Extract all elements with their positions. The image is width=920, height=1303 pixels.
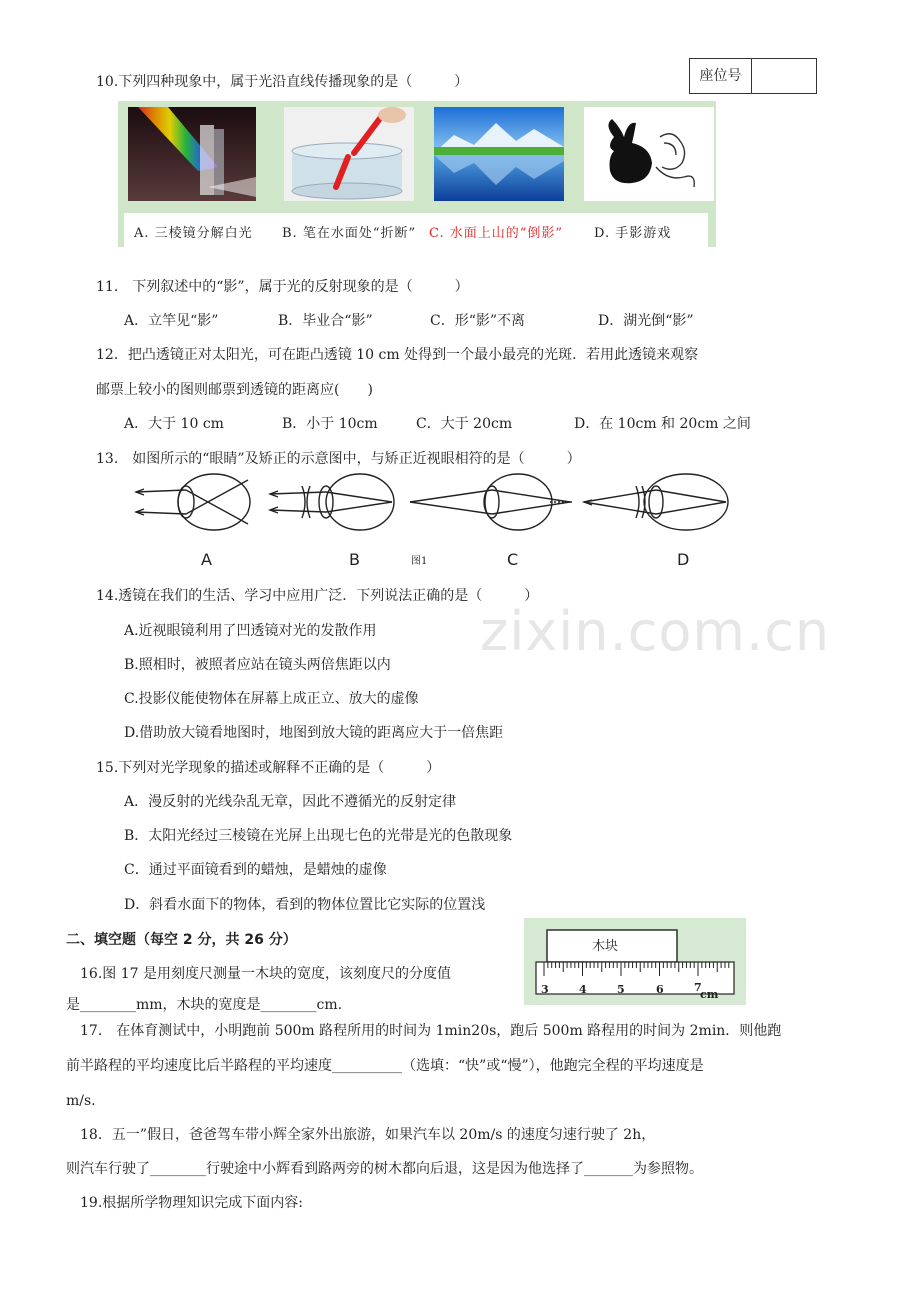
eye-label-a: A [201, 550, 212, 569]
watermark: zixin.com.cn [480, 600, 831, 663]
ruler-tick-6: 6 [656, 983, 664, 996]
q10-option-a: A. 三棱镜分解白光 [134, 226, 253, 241]
q14-option-d: D.借助放大镜看地图时，地图到放大镜的距离应大于一倍焦距 [124, 725, 504, 741]
q12-stem-2: 邮票上较小的图则邮票到透镜的距离应( ) [96, 382, 373, 398]
q14-stem: 14.透镜在我们的生活、学习中应用广泛．下列说法正确的是（ ） [96, 588, 539, 604]
ruler-tick-5: 5 [617, 983, 625, 996]
q12-option-d: D．在 10cm 和 20cm 之间 [574, 416, 751, 432]
q11-option-b: B．毕业合“影” [278, 313, 373, 329]
eye-diagrams [130, 472, 740, 542]
q14-option-c: C.投影仪能使物体在屏幕上成正立、放大的虚像 [124, 691, 419, 707]
eye-diagram-d [584, 474, 728, 530]
q12-option-a: A．大于 10 cm [124, 416, 224, 432]
eye-diagram-b [270, 474, 394, 530]
ruler-unit: cm [700, 988, 719, 1001]
q11-option-a: A．立竿见“影” [124, 313, 219, 329]
wood-block-label: 木块 [592, 939, 619, 954]
q16-line-1: 16.图 17 是用刻度尺测量一木块的宽度，该刻度尺的分度值 [80, 966, 451, 982]
hand-shadow-image [584, 107, 714, 201]
pen-in-water-image [284, 107, 414, 201]
eye-label-b: B [349, 550, 360, 569]
q11-option-c: C．形“影”不离 [430, 313, 526, 329]
q10-option-b: B. 笔在水面处“折断” [282, 226, 417, 241]
q11-stem: 11. 下列叙述中的“影”，属于光的反射现象的是（ ） [96, 279, 469, 295]
q10-option-c: C. 水面上山的“倒影” [429, 226, 564, 241]
q17-line-1: 17. 在体育测试中，小明跑前 500m 路程所用的时间为 1min20s，跑后 500m 路程用的时间为 2min．则他跑 [80, 1023, 782, 1039]
q11-option-d: D．湖光倒“影” [598, 313, 694, 329]
q19-stem: 19.根据所学物理知识完成下面内容: [80, 1195, 303, 1211]
q10-image-strip [118, 101, 716, 247]
q17-line-3: m/s. [66, 1093, 96, 1109]
q12-option-b: B．小于 10cm [282, 416, 378, 432]
figure-label: 图1 [411, 556, 428, 567]
q10-stem: 10.下列四种现象中，属于光沿直线传播现象的是（ ） [96, 74, 469, 90]
mountain-reflection-image [434, 107, 564, 201]
q15-stem: 15.下列对光学现象的描述或解释不正确的是（ ） [96, 760, 441, 776]
q15-option-b: B．太阳光经过三棱镜在光屏上出现七色的光带是光的色散现象 [124, 828, 513, 844]
prism-image [128, 107, 256, 201]
q18-line-2: 则汽车行驶了________行驶途中小辉看到路两旁的树木都向后退，这是因为他选择了_______为参照物。 [66, 1161, 703, 1177]
eye-label-c: C [507, 550, 519, 569]
q18-line-1: 18．五一”假日，爸爸驾车带小辉全家外出旅游，如果汽车以 20m/s 的速度匀速行驶了 2h， [80, 1127, 656, 1143]
q14-option-b: B.照相时，被照者应站在镜头两倍焦距以内 [124, 657, 391, 673]
q15-option-d: D．斜看水面下的物体，看到的物体位置比它实际的位置浅 [124, 897, 486, 913]
ruler-figure [524, 918, 746, 1005]
q14-option-a: A.近视眼镜利用了凹透镜对光的发散作用 [124, 623, 377, 639]
eye-label-d: D [677, 550, 690, 569]
seat-number-box [689, 58, 817, 94]
q16-line-2: 是________mm，木块的宽度是________cm. [66, 997, 343, 1013]
q15-option-c: C．通过平面镜看到的蜡烛，是蜡烛的虚像 [124, 862, 387, 878]
q10-option-d: D. 手影游戏 [594, 226, 672, 241]
q12-option-c: C．大于 20cm [416, 416, 513, 432]
ruler-tick-7: 7 [694, 981, 702, 994]
q15-option-a: A．漫反射的光线杂乱无章，因此不遵循光的反射定律 [124, 794, 457, 810]
q10-captions [124, 213, 708, 247]
eye-diagram-a [136, 474, 250, 530]
q12-stem-1: 12．把凸透镜正对太阳光，可在距凸透镜 10 cm 处得到一个最小最亮的光斑．若用此透镜来观察 [96, 347, 699, 363]
ruler-tick-3: 3 [541, 983, 549, 996]
eye-diagram-c [410, 474, 574, 530]
seat-number-label: 座位号 [690, 59, 752, 93]
section-2-heading: 二、填空题（每空 2 分，共 26 分） [66, 932, 297, 948]
ruler-tick-4: 4 [579, 983, 587, 996]
q13-stem: 13. 如图所示的“眼睛”及矫正的示意图中，与矫正近视眼相符的是（ ） [96, 451, 581, 467]
q17-line-2: 前半路程的平均速度比后半路程的平均速度__________（选填：“快”或“慢”），他跑完全程的平均速度是 [66, 1058, 704, 1074]
